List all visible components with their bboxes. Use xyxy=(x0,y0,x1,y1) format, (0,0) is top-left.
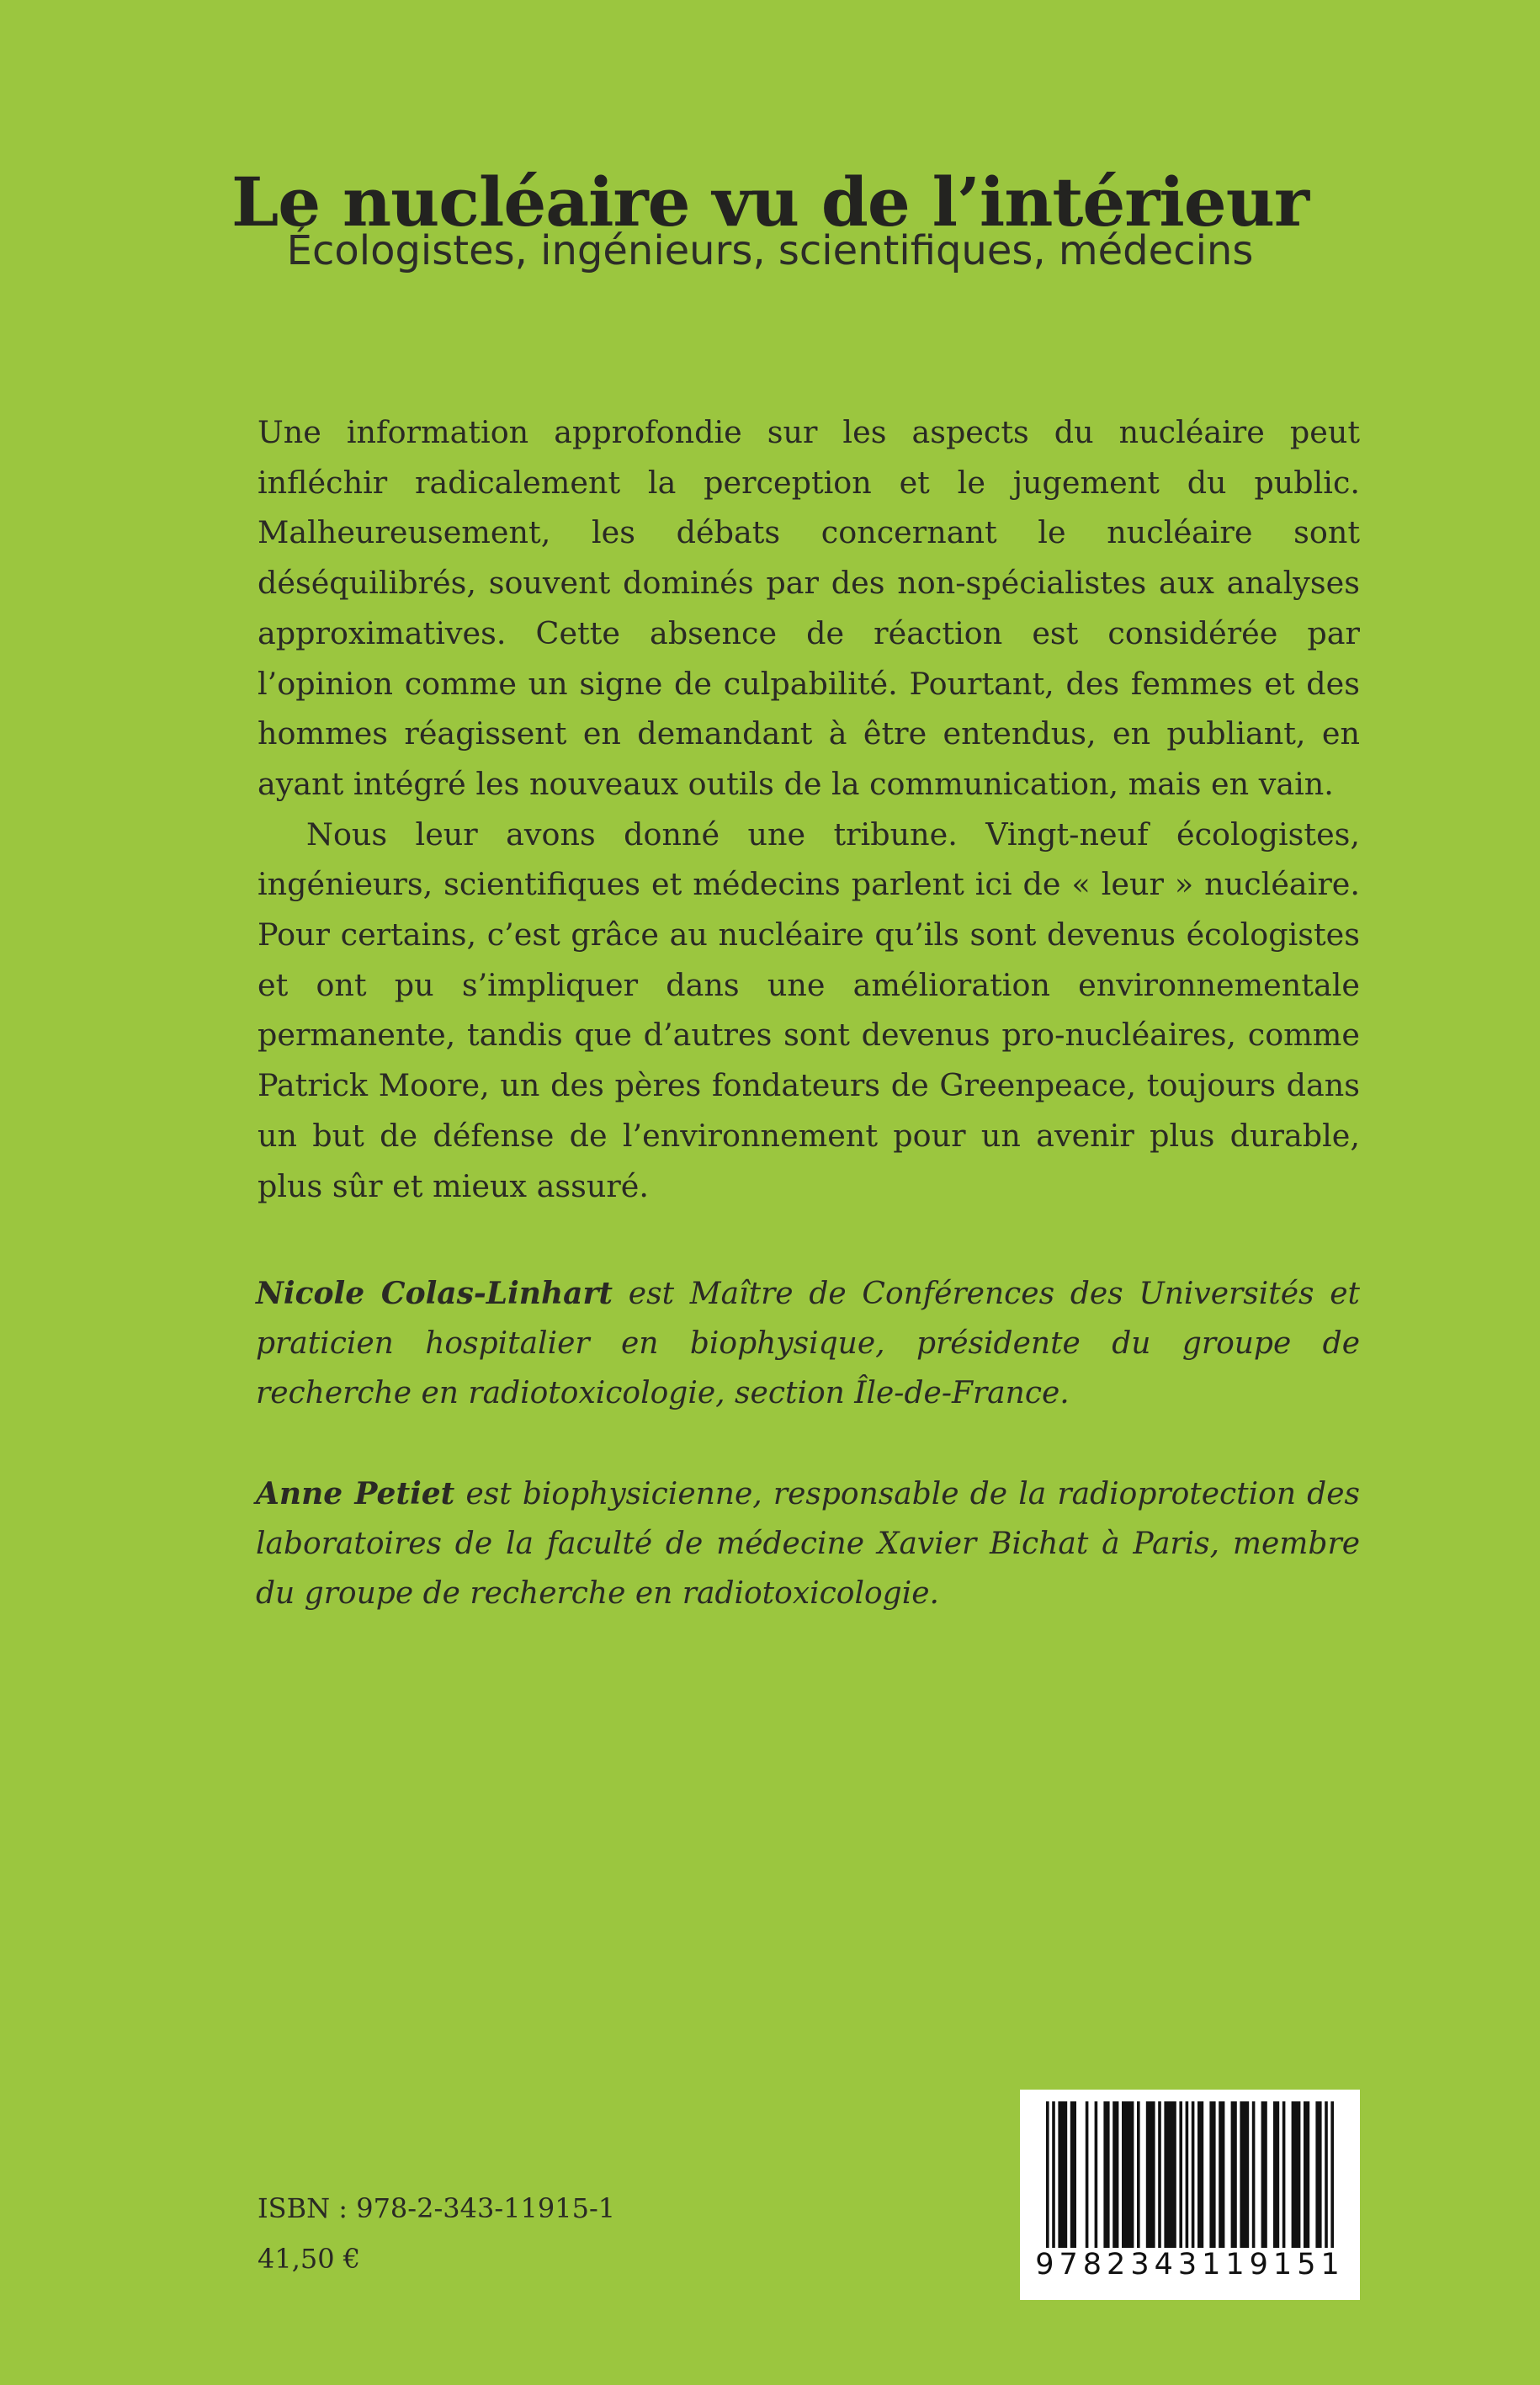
back-cover-description xyxy=(258,407,1360,1211)
barcode-bar xyxy=(1315,2101,1321,2248)
barcode-bar xyxy=(1219,2101,1224,2248)
author-bio-2 xyxy=(256,1469,1360,1618)
barcode-bar xyxy=(1330,2101,1334,2248)
barcode-bar xyxy=(1231,2101,1237,2248)
author-name-1: Nicole Colas-Linhart xyxy=(256,1276,613,1311)
description-paragraph-2: Nous leur avons donné une tribune. Vingt-neuf écologistes, ingénieurs, scientifiques et médecins parlent ici de « leur » nucléaire. Pour certains, c’est grâce au nucléaire qu’ils sont devenus écologistes et ont pu s’impliquer dans une amélioration environnementale permanente, tandis que d’autres sont devenus pro-nucléaires, comme Patrick Moore, un des pères fondateurs de Greenpeace, toujours dans un but de défense de l’environnement pour un avenir plus durable, plus sûr et mieux assuré. xyxy=(258,815,1360,1204)
barcode-bar xyxy=(1197,2101,1203,2248)
barcode-bar xyxy=(1146,2101,1155,2248)
barcode-bar xyxy=(1052,2101,1055,2248)
barcode-bar xyxy=(1164,2101,1176,2248)
price-label: 41,50 € xyxy=(258,2243,361,2275)
book-title: Le nucléaire vu de l’intérieur xyxy=(231,162,1309,242)
isbn-barcode xyxy=(1020,2090,1360,2300)
barcode-bar xyxy=(1046,2101,1049,2248)
barcode-bar xyxy=(1137,2101,1140,2248)
author-bio-text-1: est Maître de Conférences des Universités et praticien hospitalier en biophysique, présidente du groupe de recherche en radiotoxicologie, section Île-de-France. xyxy=(256,1277,1360,1410)
barcode-bar xyxy=(1304,2101,1309,2248)
barcode-digits: 9782343119151 xyxy=(1035,2248,1345,2281)
author-name-2: Anne Petiet xyxy=(256,1476,455,1511)
book-subtitle: Écologistes, ingénieurs, scientifiques, médecins xyxy=(286,227,1254,274)
barcode-bar xyxy=(1179,2101,1182,2248)
author-bio-1 xyxy=(256,1269,1360,1418)
barcode-bar xyxy=(1158,2101,1161,2248)
barcode-bar xyxy=(1122,2101,1134,2248)
barcode-bar xyxy=(1113,2101,1118,2248)
barcode-bar xyxy=(1103,2101,1109,2248)
barcode-bar xyxy=(1261,2101,1267,2248)
barcode-bar xyxy=(1095,2101,1098,2248)
barcode-bar xyxy=(1070,2101,1076,2248)
barcode-bar xyxy=(1325,2101,1328,2248)
barcode-bar xyxy=(1273,2101,1279,2248)
isbn-label: ISBN : 978-2-343-11915-1 xyxy=(258,2192,616,2224)
barcode-bar xyxy=(1240,2101,1249,2248)
barcode-bar xyxy=(1282,2101,1286,2248)
barcode-bar xyxy=(1086,2101,1089,2248)
barcode-bar xyxy=(1292,2101,1301,2248)
author-bio-text-2: est biophysicienne, responsable de la radioprotection des laboratoires de la faculté de médecine Xavier Bichat à Paris, membre du groupe de recherche en radiotoxicologie. xyxy=(256,1477,1360,1611)
barcode-bar xyxy=(1186,2101,1189,2248)
description-paragraph-1: Une information approfondie sur les aspects du nucléaire peut infléchir radicalement la perception et le jugement du public. Malheureusement, les débats concernant le nucléaire sont déséquilibrés, souvent dominés par des non-spécialistes aux analyses approximatives. Cette absence de réaction est considérée par l’opinion comme un signe de culpabilité. Pourtant, des femmes et des hommes réagissent en demandant à être entendus, en publiant, en ayant intégré les nouveaux outils de la communication, mais en vain. xyxy=(258,414,1360,802)
barcode-bar xyxy=(1252,2101,1256,2248)
barcode-bar xyxy=(1192,2101,1195,2248)
barcode-bar xyxy=(1058,2101,1067,2248)
barcode-bar xyxy=(1209,2101,1215,2248)
